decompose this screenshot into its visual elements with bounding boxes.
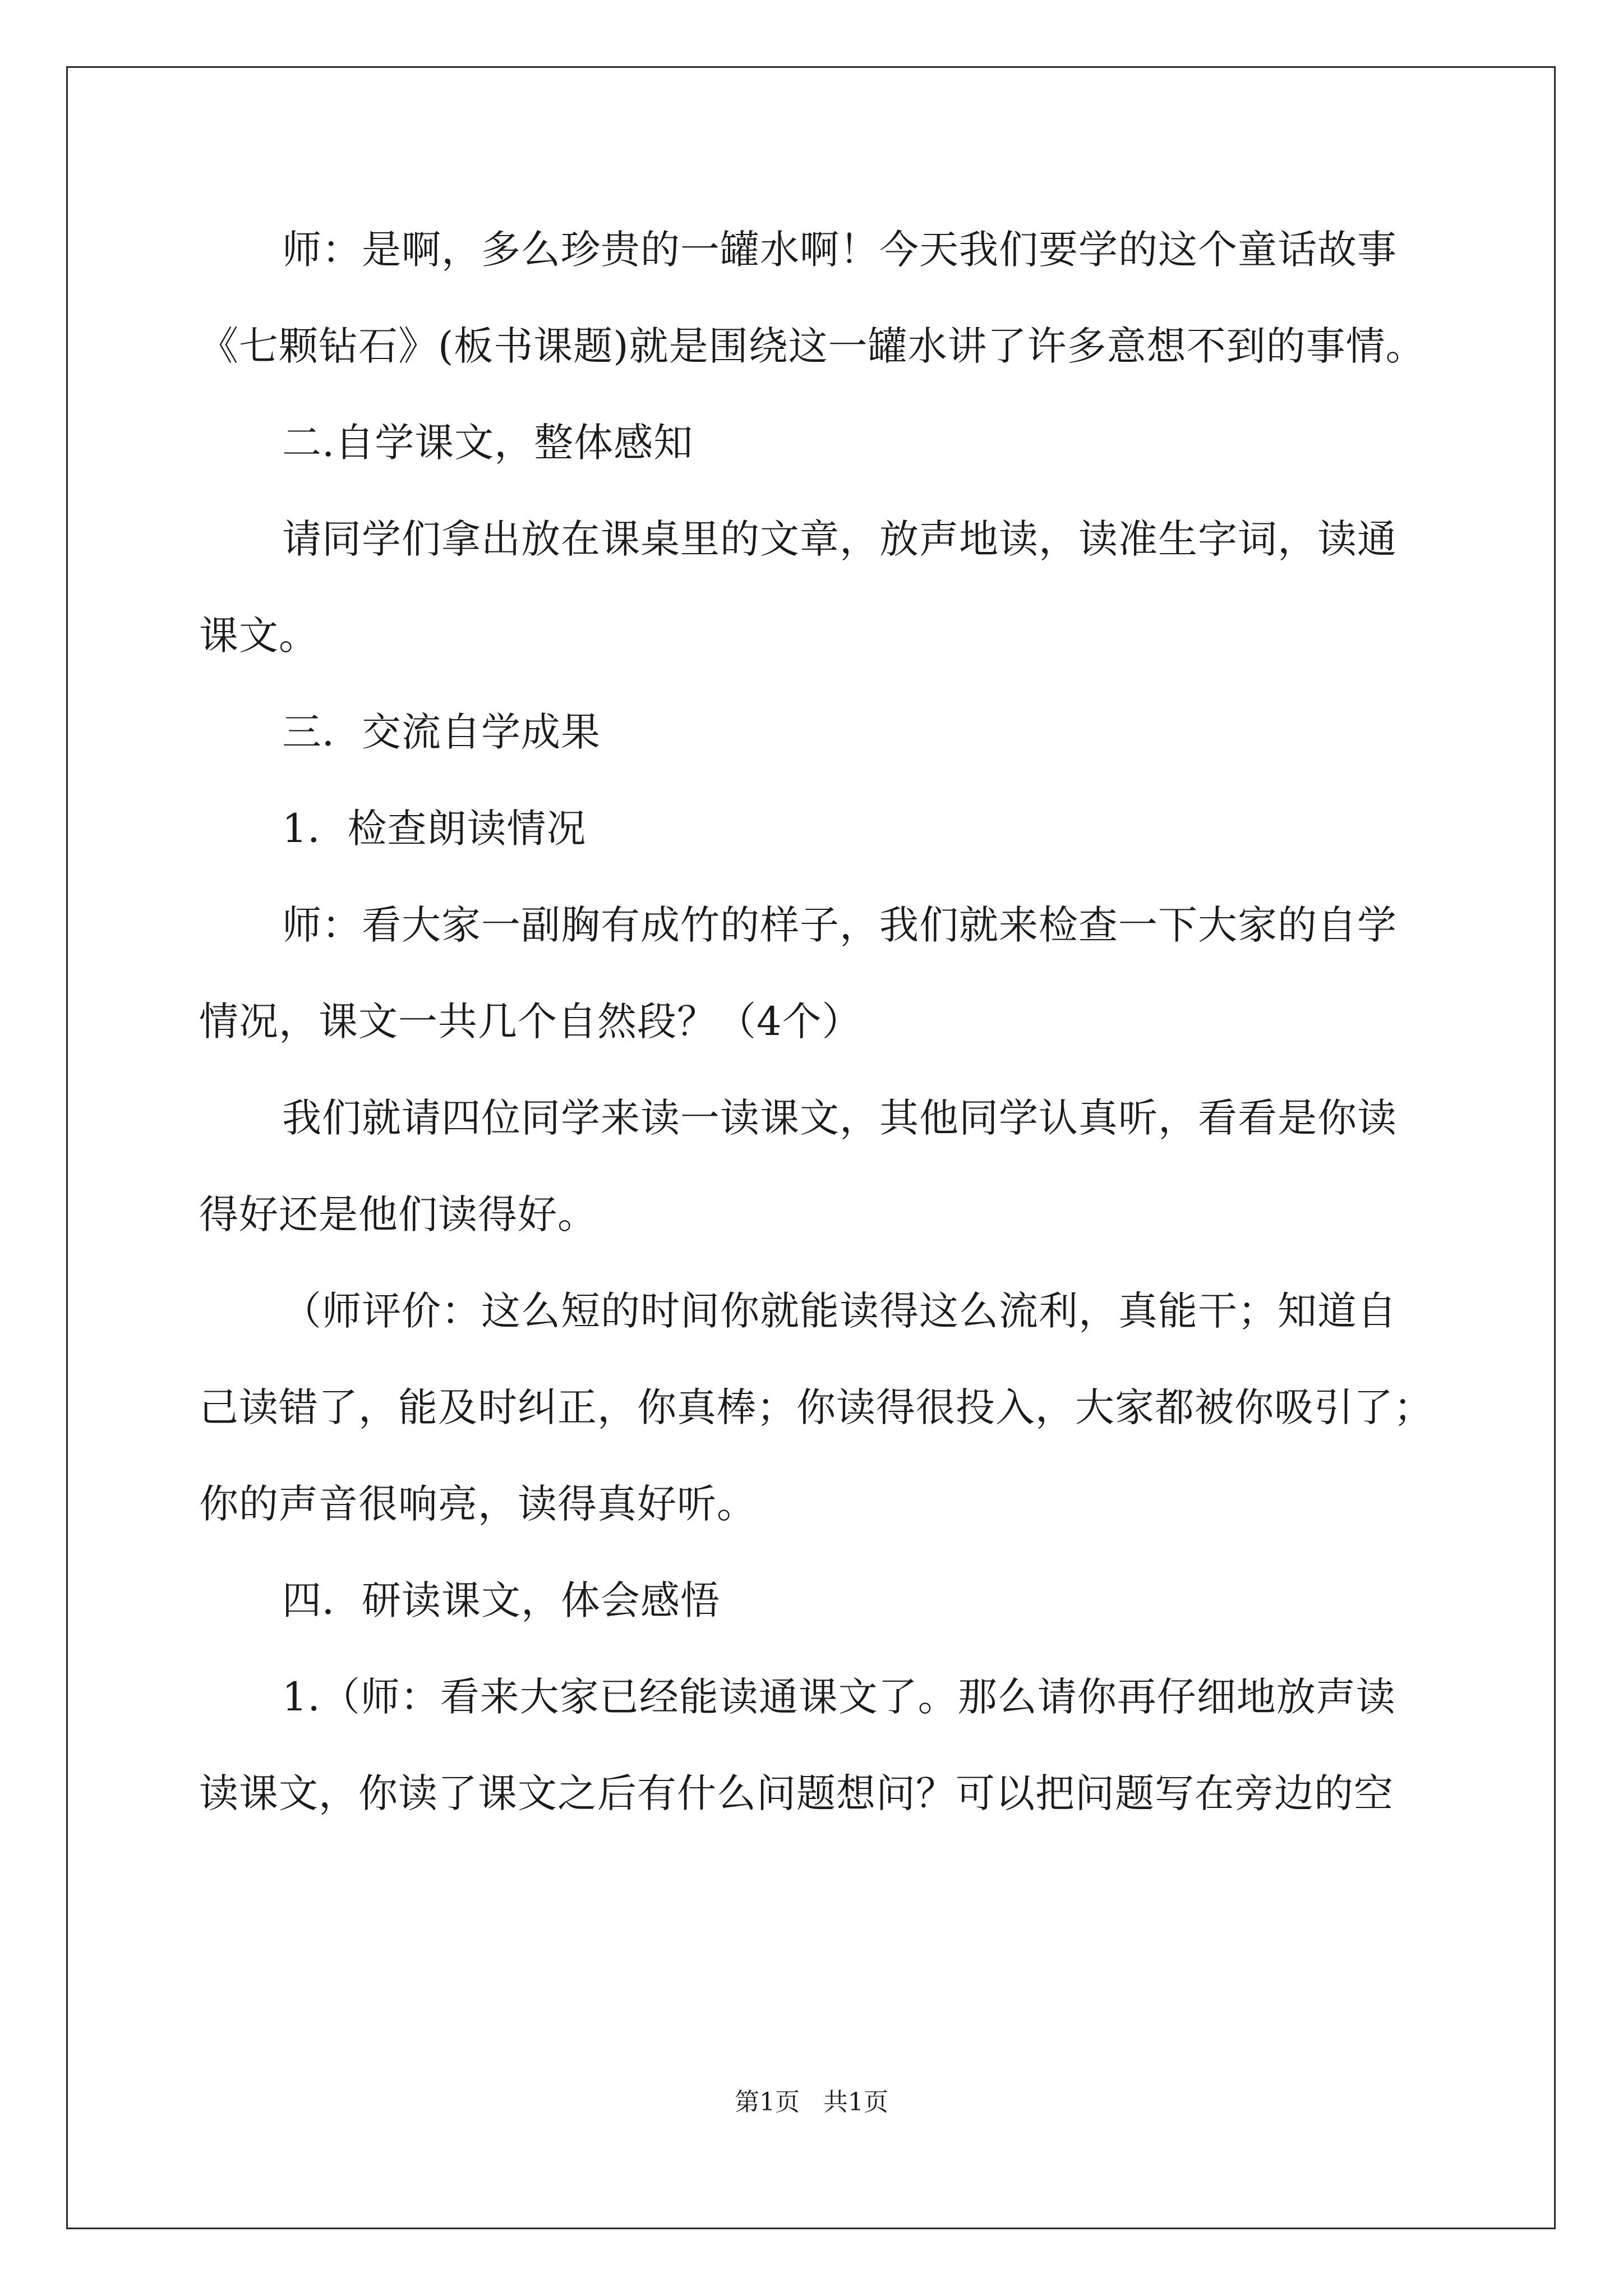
page-footer: 第1页 共1页: [735, 2088, 888, 2116]
subsection-heading: 1．检查朗读情况: [282, 806, 587, 852]
text-line: 你的声音很响亮，读得真好听。: [199, 1481, 757, 1527]
text-line: 得好还是他们读得好。: [199, 1191, 597, 1237]
text-line: 请同学们拿出放在课桌里的文章，放声地读，读准生字词，读通: [282, 516, 1397, 562]
section-heading: 三．交流自学成果: [282, 709, 601, 755]
text-line: 我们就请四位同学来读一读课文，其他同学认真听，看看是你读: [282, 1095, 1397, 1141]
text-line: （师评价：这么短的时间你就能读得这么流利，真能干；知道自: [282, 1288, 1397, 1334]
page-border: [66, 66, 1556, 2229]
text-line: 1.（师：看来大家已经能读通课文了。那么请你再仔细地放声读: [282, 1674, 1396, 1720]
text-line: 师：是啊，多么珍贵的一罐水啊！今天我们要学的这个童话故事: [282, 227, 1397, 273]
text-line: 情况，课文一共几个自然段？（4个）: [199, 999, 862, 1045]
section-heading: 二.自学课文，整体感知: [282, 420, 694, 466]
text-line: 师：看大家一副胸有成竹的样子，我们就来检查一下大家的自学: [282, 902, 1397, 948]
text-line: 己读错了，能及时纠正，你真棒；你读得很投入，大家都被你吸引了；: [199, 1384, 1433, 1430]
text-line: 读课文，你读了课文之后有什么问题想问？可以把问题写在旁边的空: [199, 1770, 1394, 1816]
text-line: 《七颗钻石》(板书课题)就是围绕这一罐水讲了许多意想不到的事情。: [199, 323, 1426, 369]
text-line: 课文。: [199, 613, 319, 659]
section-heading: 四．研读课文，体会感悟: [282, 1577, 720, 1623]
